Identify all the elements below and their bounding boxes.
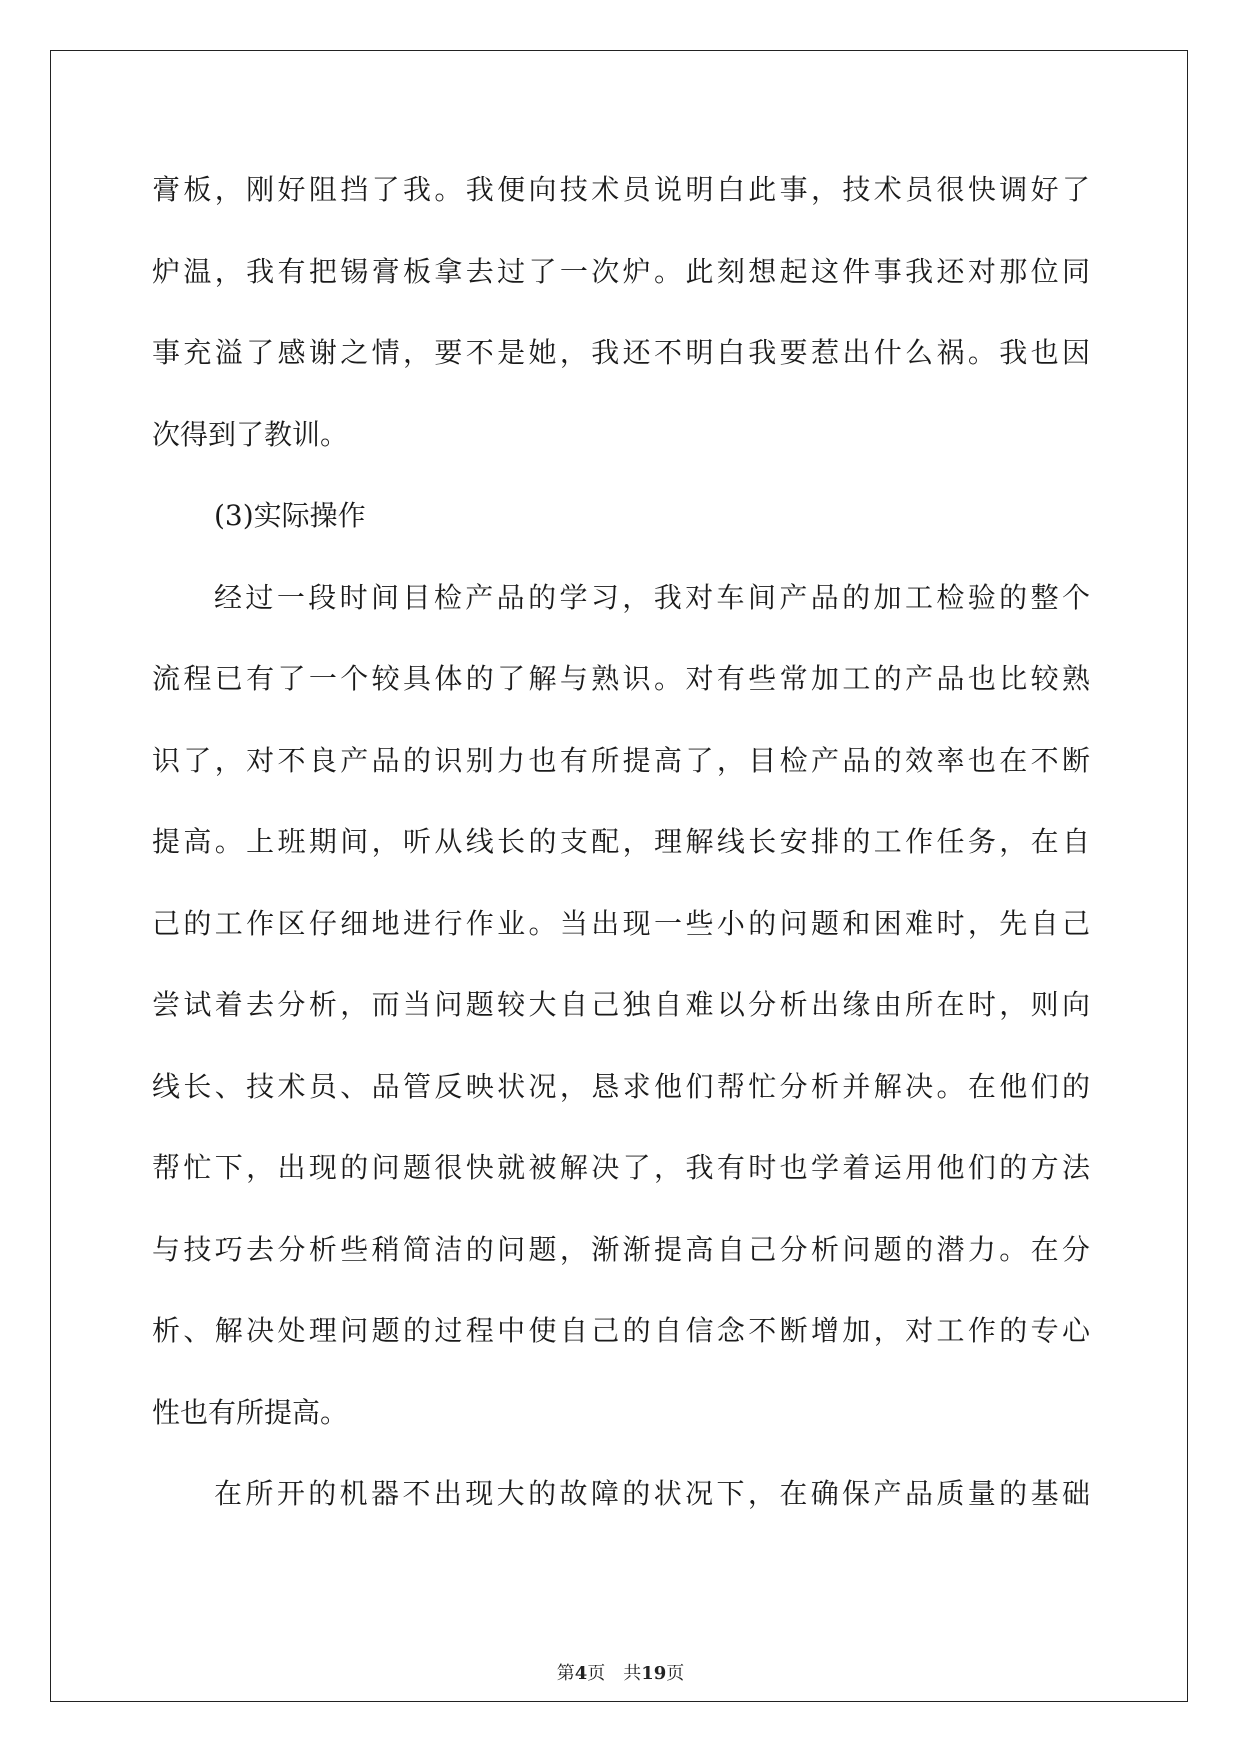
page-suffix: 页 (587, 1663, 606, 1684)
text-line: 流程已有了一个较具体的了解与熟识。对有些常加工的产品也比较熟 (152, 662, 1090, 695)
text-line: 经过一段时间目检产品的学习，我对车间产品的加工检验的整个 (214, 580, 1090, 614)
text-line: 己的工作区仔细地进行作业。当出现一些小的问题和困难时，先自己 (152, 906, 1090, 940)
text-line: 与技巧去分析些稍简洁的问题，渐渐提高自己分析问题的潜力。在分 (152, 1232, 1090, 1266)
page-number: 4 (574, 1663, 588, 1684)
total-suffix: 页 (666, 1663, 685, 1684)
text-line: 尝试着去分析，而当问题较大自己独自难以分析出缘由所在时，则向 (152, 988, 1090, 1021)
text-line: 膏板，刚好阻挡了我。我便向技术员说明白此事，技术员很快调好了 (152, 173, 1090, 206)
text-line: 析、解决处理问题的过程中使自己的自信念不断增加，对工作的专心 (152, 1314, 1090, 1347)
text-line: 炉温，我有把锡膏板拿去过了一次炉。此刻想起这件事我还对那位同 (152, 254, 1090, 288)
section-heading: (3)实际操作 (214, 499, 366, 532)
text-line: 性也有所提高。 (152, 1395, 349, 1429)
page-prefix: 第 (556, 1663, 575, 1684)
total-prefix: 共 (623, 1663, 642, 1684)
text-line: 识了，对不良产品的识别力也有所提高了，目检产品的效率也在不断 (152, 743, 1090, 777)
text-line: 次得到了教训。 (152, 417, 349, 451)
text-line: 帮忙下，出现的问题很快就被解决了，我有时也学着运用他们的方法 (152, 1151, 1090, 1184)
text-line: 线长、技术员、品管反映状况，恳求他们帮忙分析并解决。在他们的 (152, 1069, 1090, 1103)
page-footer (0, 1662, 1241, 1686)
text-line: 在所开的机器不出现大的故障的状况下，在确保产品质量的基础 (214, 1477, 1090, 1510)
text-line: 事充溢了感谢之情，要不是她，我还不明白我要惹出什么祸。我也因 (152, 336, 1090, 369)
document-body (152, 160, 1090, 1546)
text-line: 提高。上班期间，听从线长的支配，理解线长安排的工作任务，在自 (152, 825, 1090, 858)
total-pages: 19 (641, 1663, 667, 1684)
